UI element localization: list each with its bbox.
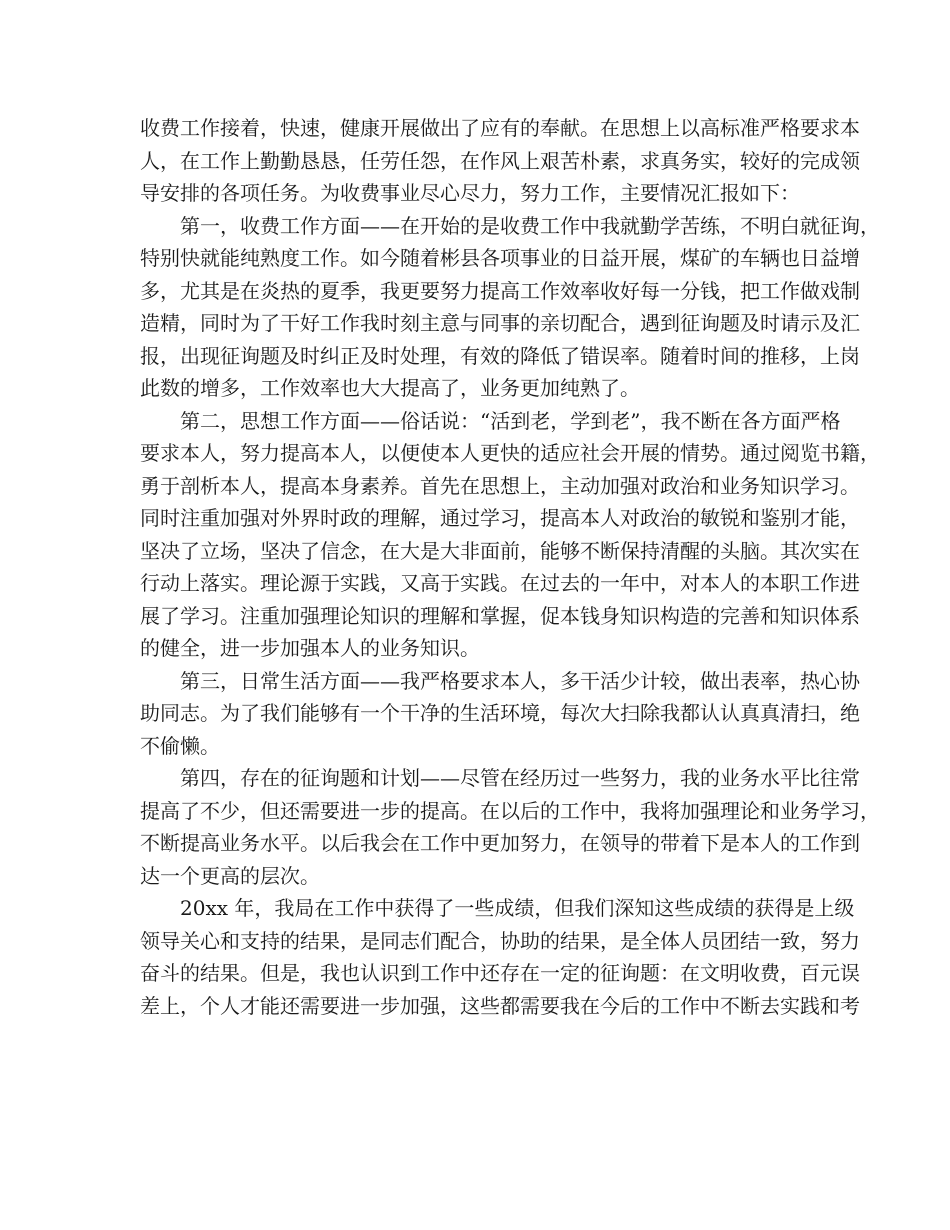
text-line: 同时注重加强对外界时政的理解，通过学习，提高本人对政治的敏锐和鉴别才能， bbox=[140, 506, 860, 530]
text-line: 差上，个人才能还需要进一步加强，这些都需要我在今后的工作中不断去实践和考 bbox=[140, 993, 860, 1018]
text-line: 收费工作接着，快速，健康开展做出了应有的奉献。在思想上以高标准严格要求本 bbox=[140, 116, 860, 140]
text-line: 展了学习。注重加强理论知识的理解和掌握，促本钱身知识构造的完善和知识体系 bbox=[140, 603, 860, 628]
text-line: 报，出现征询题及时纠正及时处理，有效的降低了错误率。随着时间的推移，上岗 bbox=[140, 343, 860, 368]
text-line: 领导关心和支持的结果，是同志们配合，协助的结果，是全体人员团结一致，努力 bbox=[140, 928, 860, 953]
text-line: 奋斗的结果。但是，我也认识到工作中还存在一定的征询题：在文明收费，百元误 bbox=[140, 961, 860, 985]
text-line: 达一个更高的层次。 bbox=[140, 863, 320, 888]
text-line: 助同志。为了我们能够有一个干净的生活环境，每次大扫除我都认认真真清扫，绝 bbox=[140, 701, 860, 725]
text-line: 造精，同时为了干好工作我时刻主意与同事的亲切配合，遇到征询题及时请示及汇 bbox=[140, 311, 860, 335]
text-line: 特别快就能纯熟度工作。如今随着彬县各项事业的日益开展，煤矿的车辆也日益增 bbox=[140, 246, 860, 270]
text-line: 坚决了立场，坚决了信念，在大是大非面前，能够不断保持清醒的头脑。其次实在 bbox=[140, 538, 860, 563]
text-line: 多，尤其是在炎热的夏季，我更要努力提高工作效率收好每一分钱，把工作做戏制 bbox=[140, 278, 860, 303]
text-line: 行动上落实。理论源于实践，又高于实践。在过去的一年中，对本人的本职工作进 bbox=[140, 571, 860, 595]
document-body bbox=[140, 112, 880, 1022]
text-line: 要求本人，努力提高本人，以便使本人更快的适应社会开展的情势。通过阅览书籍， bbox=[140, 441, 880, 465]
text-line: 的健全，进一步加强本人的业务知识。 bbox=[140, 636, 480, 660]
text-line: 不偷懒。 bbox=[140, 733, 220, 758]
text-line: 第二，思想工作方面——俗话说：“活到老，学到老”，我不断在各方面严格 bbox=[180, 408, 841, 433]
text-line: 第三，日常生活方面——我严格要求本人，多干活少计较，做出表率，热心协 bbox=[180, 668, 860, 693]
text-line: 提高了不少，但还需要进一步的提高。在以后的工作中，我将加强理论和业务学习， bbox=[140, 798, 880, 823]
text-line: 不断提高业务水平。以后我会在工作中更加努力，在领导的带着下是本人的工作到 bbox=[140, 831, 860, 855]
text-line: 此数的增多，工作效率也大大提高了，业务更加纯熟了。 bbox=[140, 376, 640, 400]
text-line: 导安排的各项任务。为收费事业尽心尽力，努力工作，主要情况汇报如下： bbox=[140, 181, 800, 205]
text-line: 人，在工作上勤勤恳恳，任劳任怨，在作风上艰苦朴素，求真务实，较好的完成领 bbox=[140, 148, 860, 173]
text-line: 第一，收费工作方面——在开始的是收费工作中我就勤学苦练，不明白就征询， bbox=[180, 213, 880, 238]
text-line: 20xx 年，我局在工作中获得了一些成绩，但我们深知这些成绩的获得是上级 bbox=[180, 896, 855, 920]
text-line: 勇于剖析本人，提高本身素养。首先在思想上，主动加强对政治和业务知识学习。 bbox=[140, 473, 860, 498]
text-line: 第四，存在的征询题和计划——尽管在经历过一些努力，我的业务水平比往常 bbox=[180, 766, 860, 790]
